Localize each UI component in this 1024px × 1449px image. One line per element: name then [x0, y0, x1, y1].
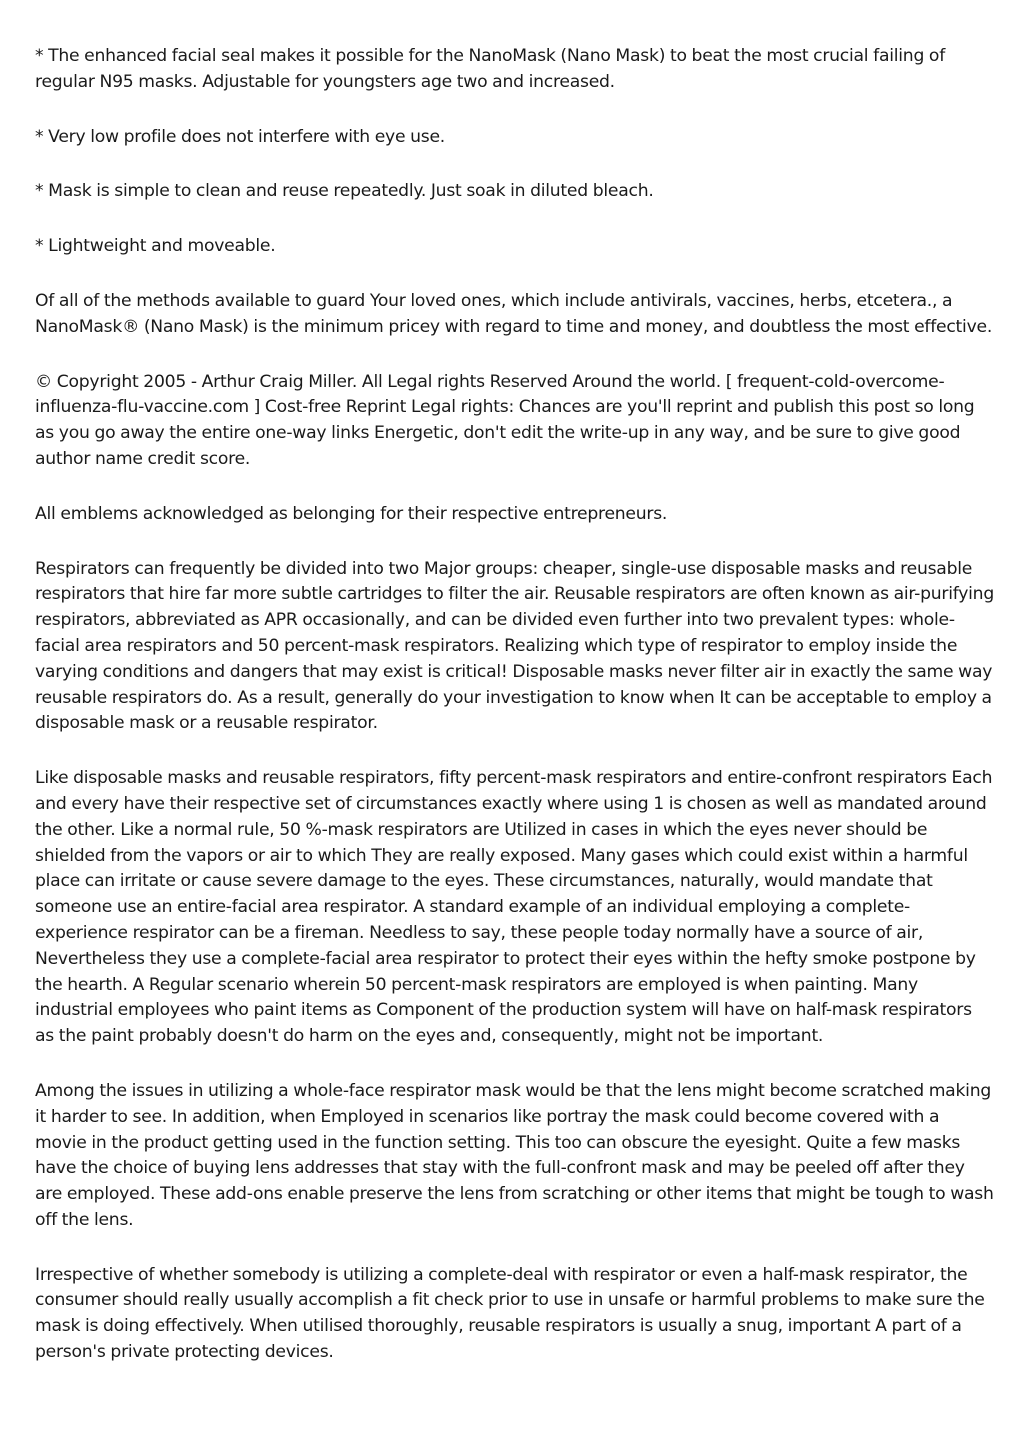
- paragraph-half-vs-full: Like disposable masks and reusable respirators, fifty percent-mask respirators and entire-confront respirators Each and every have their respective set of circumstances exactly where using 1 is chosen as well as mandated around the other. Like a normal rule, 50 %-mask respirators are Utilized in cases in which the eyes never should be shielded from the vapors or air to which They are really exposed. Many gases which could exist within a harmful place can irritate or cause severe damage to the eyes. These circumstances, naturally, would mandate that someone use an entire-facial area respirator. A standard example of an individual employing a complete-experience respirator can be a fireman. Needless to say, these people today normally have a source of air, Nevertheless they use a complete-facial area respirator to protect their eyes within the hefty smoke postpone by the hearth. A Regular scenario wherein 50 percent-mask respirators are employed is when painting. Many industrial employees who paint items as Component of the production system will have on half-mask respirators as the paint probably doesn't do harm on the eyes and, consequently, might not be important.: [35, 768, 993, 1047]
- paragraph-clean-reuse: * Mask is simple to clean and reuse repeatedly. Just soak in diluted bleach.: [35, 181, 654, 202]
- paragraph-emblems: All emblems acknowledged as belonging for their respective entrepreneurs.: [35, 503, 668, 524]
- paragraph-nanomask-seal: * The enhanced facial seal makes it possible for the NanoMask (Nano Mask) to beat the most crucial failing of regular N95 masks. Adjustable for youngsters age two and increased.: [35, 46, 945, 92]
- paragraph-fit-check: Irrespective of whether somebody is utilizing a complete-deal with respirator or even a half-mask respirator, the consumer should really usually accomplish a fit check prior to use in unsafe or harmful problems to make sure the mask is doing effectively. When utilised thoroughly, reusable respirators is usually a snug, important A part of a person's private protecting devices.: [35, 1264, 985, 1363]
- paragraph-methods: Of all of the methods available to guard Your loved ones, which include antivirals, vaccines, herbs, etcetera., a NanoMask® (Nano Mask) is the minimum pricey with regard to time and money, and doubtless the most effective.: [35, 290, 993, 337]
- paragraph-lightweight: * Lightweight and moveable.: [35, 236, 276, 257]
- paragraph-respirator-groups: Respirators can frequently be divided into two Major groups: cheaper, single-use disposable masks and reusable respirators that hire far more subtle cartridges to filter the air. Reusable respirators are often known as air-purifying respirators, abbreviated as APR occasionally, and can be divided even further into two prevalent types: whole-facial area respirators and 50 percent-mask respirators. Realizing which type of respirator to employ inside the varying conditions and dangers that may exist is critical! Disposable masks never filter air in exactly the same way reusable respirators do. As a result, generally do your investigation to know when It can be acceptable to employ a disposable mask or a reusable respirator.: [35, 558, 994, 734]
- paragraph-low-profile: * Very low profile does not interfere with eye use.: [35, 126, 445, 147]
- paragraph-lens-issues: Among the issues in utilizing a whole-face respirator mask would be that the lens might become scratched making it harder to see. In addition, when Employed in scenarios like portray the mask could become covered with a movie in the product getting used in the function setting. This too can obscure the eyesight. Quite a few masks have the choice of buying lens addresses that stay with the full-confront mask and may be peeled off after they are employed. These add-ons enable preserve the lens from scratching or other items that might be tough to wash off the lens.: [35, 1080, 994, 1230]
- paragraph-copyright: © Copyright 2005 - Arthur Craig Miller. All Legal rights Reserved Around the world. [ frequent-cold-overcome-influenza-flu-vaccine.com ] Cost-free Reprint Legal rights: Chances are you'll reprint and publish this post so long as you go away the entire one-way links Energetic, don't edit the write-up in any way, and be sure to give good author name credit score.: [35, 371, 975, 469]
